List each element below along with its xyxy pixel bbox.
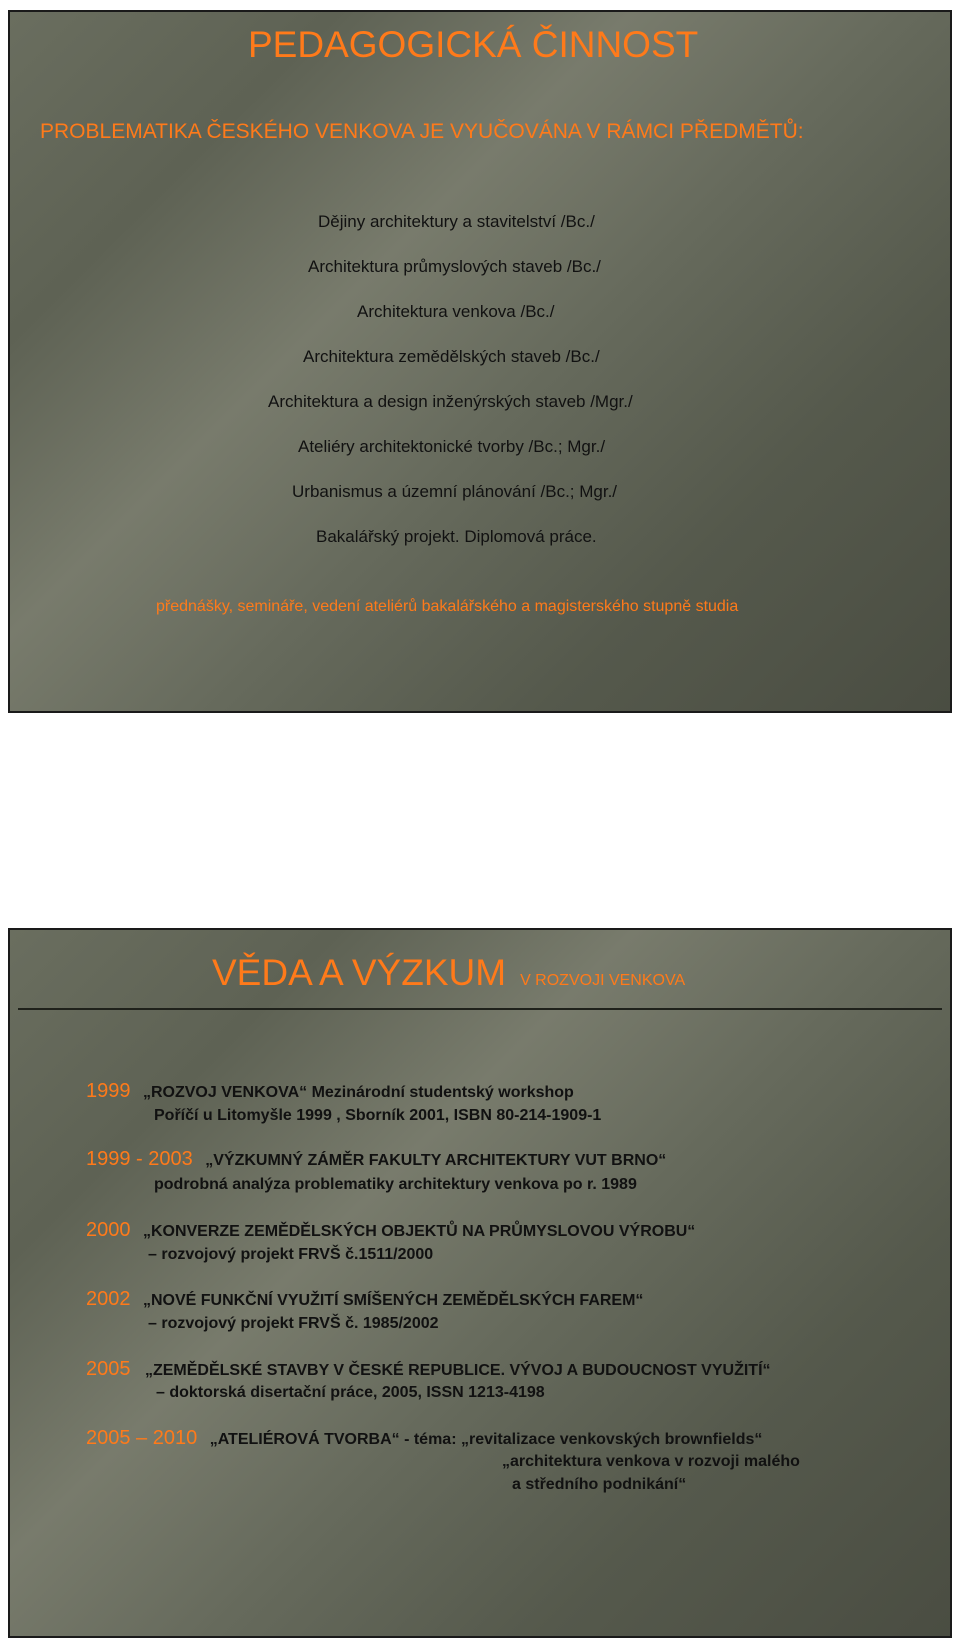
slide2-subtitle: V ROZVOJI VENKOVA — [520, 972, 686, 989]
entry-title: „ATELIÉROVÁ TVORBA“ - téma: „revitalizace venkovských brownfields“ — [209, 1431, 763, 1448]
course-item: Architektura průmyslových staveb /Bc./ — [308, 257, 601, 276]
entry-year: 1999 — [86, 1080, 131, 1102]
entry-detail: Poříčí u Litomyšle 1999 , Sborník 2001, ISBN 80-214-1909-1 — [154, 1107, 602, 1124]
entry-detail: a středního podnikání“ — [512, 1476, 687, 1493]
slide2-title: VĚDA A VÝZKUM — [212, 952, 507, 993]
entry-year: 2005 — [86, 1358, 131, 1380]
entry-title: „KONVERZE ZEMĚDĚLSKÝCH OBJEKTŮ NA PRŮMYSLOVOU VÝROBU“ — [142, 1223, 696, 1240]
research-entry — [86, 1358, 771, 1381]
entry-title: „ZEMĚDĚLSKÉ STAVBY V ČESKÉ REPUBLICE. VÝVOJ A BUDOUCNOST VYUŽITÍ“ — [144, 1362, 771, 1379]
research-entry — [86, 1288, 643, 1311]
slide-research — [8, 928, 952, 1638]
entry-detail: – doktorská disertační práce, 2005, ISSN 1213-4198 — [156, 1384, 545, 1401]
research-entry — [86, 1427, 762, 1450]
entry-year: 2005 – 2010 — [86, 1427, 198, 1449]
course-item: Architektura a design inženýrských staveb /Mgr./ — [268, 392, 633, 411]
entry-detail: – rozvojový projekt FRVŠ č. 1985/2002 — [148, 1315, 439, 1332]
course-item: Architektura venkova /Bc./ — [357, 302, 555, 321]
slide1-subtitle: PROBLEMATIKA ČESKÉHO VENKOVA JE VYUČOVÁNA V RÁMCI PŘEDMĚTŮ: — [40, 120, 804, 143]
course-item: Architektura zemědělských staveb /Bc./ — [303, 347, 600, 366]
course-item: Ateliéry architektonické tvorby /Bc.; Mgr./ — [298, 437, 606, 456]
course-item: Urbanismus a územní plánování /Bc.; Mgr./ — [292, 482, 618, 501]
course-item: Bakalářský projekt. Diplomová práce. — [316, 527, 597, 546]
entry-title: „VÝZKUMNÝ ZÁMĚR FAKULTY ARCHITEKTURY VUT BRNO“ — [205, 1152, 667, 1169]
research-entry — [86, 1080, 574, 1103]
entry-year: 2002 — [86, 1288, 131, 1310]
heading-divider — [18, 1008, 942, 1010]
research-entry — [86, 1219, 695, 1242]
entry-detail: „architektura venkova v rozvoji malého — [502, 1453, 800, 1470]
entry-detail: podrobná analýza problematiky architektury venkova po r. 1989 — [154, 1176, 637, 1193]
entry-title: „ROZVOJ VENKOVA“ Mezinárodní studentský workshop — [142, 1084, 574, 1101]
slide-pedagogy — [8, 10, 952, 713]
entry-title: „NOVÉ FUNKČNÍ VYUŽITÍ SMÍŠENÝCH ZEMĚDĚLSKÝCH FAREM“ — [142, 1292, 644, 1309]
slide1-title: PEDAGOGICKÁ ČINNOST — [248, 24, 699, 65]
research-entry — [86, 1148, 666, 1171]
entry-year: 2000 — [86, 1219, 131, 1241]
slide2-heading — [212, 952, 685, 994]
course-item: Dějiny architektury a stavitelství /Bc./ — [318, 212, 595, 231]
entry-detail: – rozvojový projekt FRVŠ č.1511/2000 — [148, 1246, 434, 1263]
slide1-footer: přednášky, semináře, vedení ateliérů bakalářského a magisterského stupně studia — [156, 598, 739, 615]
entry-year: 1999 - 2003 — [86, 1148, 193, 1170]
